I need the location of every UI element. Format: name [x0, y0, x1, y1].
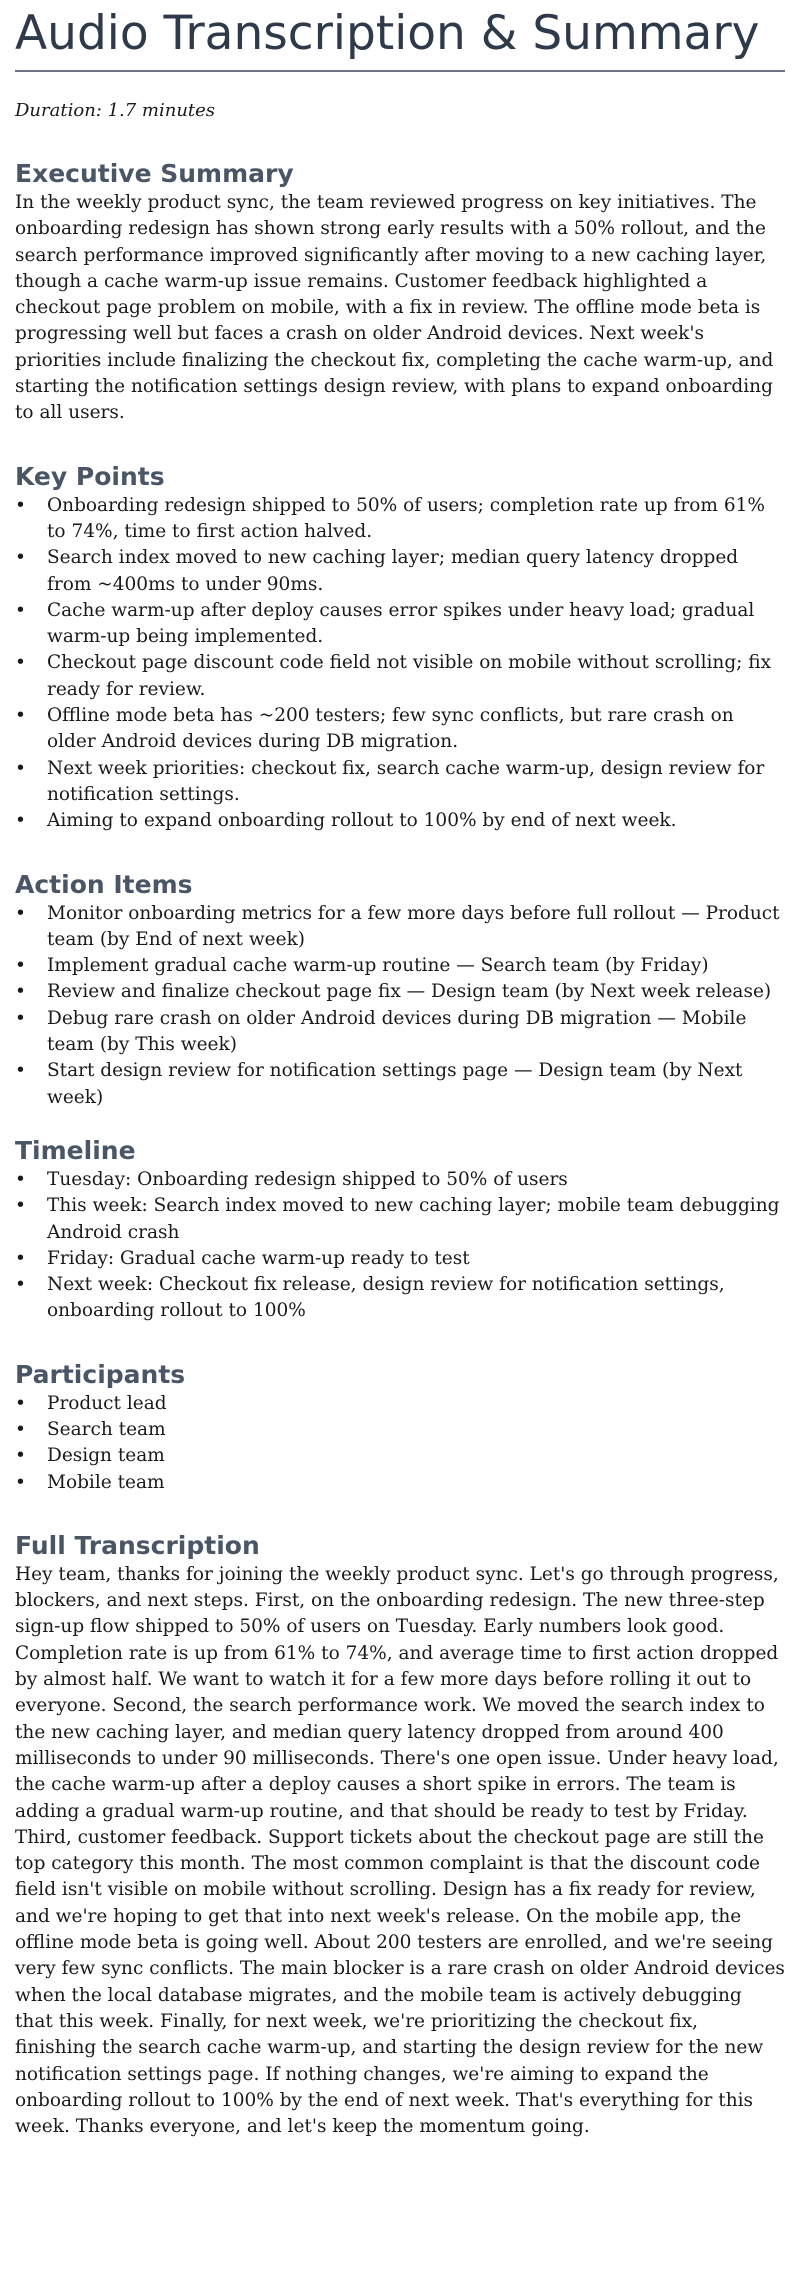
- list-item: [15, 1391, 785, 1417]
- list-item-text: Search team: [47, 1418, 166, 1440]
- list-item: [15, 1246, 785, 1272]
- bullet-icon: •: [15, 810, 26, 832]
- list-item: [15, 703, 785, 756]
- full-transcription-section: [15, 1530, 785, 2141]
- list-item: [15, 756, 785, 809]
- list-item-text: Friday: Gradual cache warm-up ready to test: [47, 1247, 470, 1269]
- action-items-heading: Action Items: [15, 869, 193, 899]
- bullet-icon: •: [15, 1392, 26, 1414]
- list-item: [15, 493, 785, 546]
- list-item: [15, 1193, 785, 1246]
- timeline-section: [15, 1135, 785, 1325]
- list-item: [15, 650, 785, 703]
- executive-summary-text: In the weekly product sync, the team reviewed progress on key initiatives. The onboarding redesign has shown strong early results with a 50% rollout, and the search performance improved significantly after moving to a new caching layer, though a cache warm-up issue remains. Customer feedback highlighted a checkout page problem on mobile, with a fix in review. The offline mode beta is progressing well but faces a crash on older Android devices. Next week's priorities include finalizing the checkout fix, completing the cache warm-up, and starting the notification settings design review, with plans to expand onboarding to all users.: [15, 192, 774, 424]
- bullet-icon: •: [15, 981, 26, 1003]
- list-item-text: Product lead: [47, 1392, 167, 1414]
- list-item: [15, 1006, 785, 1059]
- full-transcription-text: Hey team, thanks for joining the weekly product sync. Let's go through progress, blockers, and next steps. First, on the onboarding redesign. The new three-step sign-up flow shipped to 50% of users on Tuesday. Early numbers look good. Completion rate is up from 61% to 74%, and average time to first action dropped by almost half. We want to watch it for a few more days before rolling it out to everyone. Second, the search performance work. We moved the search index to the new caching layer, and median query latency dropped from around 400 milliseconds to under 90 milliseconds. There's one open issue. Under heavy load, the cache warm-up after a deploy causes a short spike in errors. The team is adding a gradual warm-up routine, and that should be ready to test by Friday. Third, customer feedback. Support tickets about the checkout page are still the top category this month. The most common complaint is that the discount code field isn't visible on mobile without scrolling. Design has a fix ready for review, and we're hoping to get that into next week's release. On the mobile app, the offline mode beta is going well. About 200 testers are enrolled, and we're seeing very few sync conflicts. The main blocker is a rare crash on older Android devices when the local database migrates, and the mobile team is actively debugging that this week. Finally, for next week, we're prioritizing the checkout fix, finishing the search cache warm-up, and starting the design review for the new notification settings page. If nothing changes, we're aiming to expand the onboarding rollout to 100% by the end of next week. That's everything for this week. Thanks everyone, and let's keep the momentum going.: [15, 1563, 785, 2138]
- full-transcription-heading: Full Transcription: [15, 1530, 260, 1560]
- list-item-text: Search index moved to new caching layer; median query latency dropped from ~400ms to under 90ms.: [47, 547, 739, 595]
- bullet-icon: •: [15, 955, 26, 977]
- list-item-text: Onboarding redesign shipped to 50% of users; completion rate up from 61% to 74%, time to first action halved.: [47, 494, 765, 542]
- list-item: [15, 1167, 785, 1193]
- bullet-icon: •: [15, 1195, 26, 1217]
- list-item-text: Mobile team: [47, 1471, 165, 1493]
- list-item-text: Debug rare crash on older Android devices during DB migration — Mobile team (by This week): [47, 1007, 747, 1056]
- bullet-icon: •: [15, 652, 26, 674]
- key-points-section: [15, 461, 785, 835]
- list-item: [15, 1443, 785, 1469]
- list-item-text: Review and finalize checkout page fix — Design team (by Next week release): [47, 981, 772, 1003]
- list-item: [15, 1417, 785, 1443]
- duration-text: Duration: 1.7 minutes: [15, 100, 216, 121]
- bullet-icon: •: [15, 1060, 26, 1082]
- list-item-text: Checkout page discount code field not visible on mobile without scrolling; fix ready for review.: [47, 652, 772, 700]
- list-item: [15, 545, 785, 598]
- page-title: Audio Transcription & Summary: [15, 6, 785, 72]
- list-item: [15, 1272, 785, 1325]
- bullet-icon: •: [15, 1418, 26, 1440]
- list-item-text: Aiming to expand onboarding rollout to 100% by end of next week.: [47, 810, 677, 832]
- bullet-icon: •: [15, 547, 26, 569]
- action-items-list: [15, 901, 785, 1111]
- list-item: [15, 1058, 785, 1111]
- timeline-list: [15, 1167, 785, 1325]
- bullet-icon: •: [15, 1247, 26, 1269]
- list-item: [15, 598, 785, 651]
- action-items-section: [15, 869, 785, 1111]
- list-item-text: Design team: [47, 1445, 165, 1467]
- bullet-icon: •: [15, 902, 26, 924]
- list-item-text: Tuesday: Onboarding redesign shipped to 50% of users: [47, 1168, 568, 1190]
- list-item: [15, 901, 785, 954]
- bullet-icon: •: [15, 599, 26, 621]
- bullet-icon: •: [15, 1168, 26, 1190]
- timeline-heading: Timeline: [15, 1135, 136, 1165]
- bullet-icon: •: [15, 705, 26, 727]
- bullet-icon: •: [15, 494, 26, 516]
- participants-list: [15, 1391, 785, 1496]
- list-item-text: Start design review for notification settings page — Design team (by Next week): [47, 1060, 743, 1108]
- bullet-icon: •: [15, 1007, 26, 1029]
- executive-summary-heading: Executive Summary: [15, 159, 294, 188]
- bullet-icon: •: [15, 1445, 26, 1467]
- list-item-text: Offline mode beta has ~200 testers; few sync conflicts, but rare crash on older Android devices during DB migration.: [47, 705, 734, 753]
- key-points-heading: Key Points: [15, 461, 165, 491]
- list-item: [15, 1470, 785, 1496]
- key-points-list: [15, 493, 785, 835]
- list-item-text: Monitor onboarding metrics for a few more days before full rollout — Product team (by End of next week): [47, 902, 780, 950]
- list-item-text: Next week: Checkout fix release, design review for notification settings, onboarding rollout to 100%: [47, 1274, 725, 1322]
- bullet-icon: •: [15, 757, 26, 779]
- list-item: [15, 808, 785, 834]
- list-item: [15, 979, 785, 1005]
- participants-section: [15, 1359, 785, 1496]
- list-item-text: This week: Search index moved to new caching layer; mobile team debugging Android crash: [47, 1195, 780, 1243]
- bullet-icon: •: [15, 1274, 26, 1296]
- list-item: [15, 953, 785, 979]
- participants-heading: Participants: [15, 1359, 186, 1389]
- list-item-text: Cache warm-up after deploy causes error spikes under heavy load; gradual warm-up being implemented.: [47, 599, 755, 648]
- list-item-text: Next week priorities: checkout fix, search cache warm-up, design review for notification settings.: [47, 757, 765, 805]
- executive-summary-section: [15, 158, 785, 427]
- list-item-text: Implement gradual cache warm-up routine — Search team (by Friday): [47, 955, 709, 977]
- bullet-icon: •: [15, 1471, 26, 1493]
